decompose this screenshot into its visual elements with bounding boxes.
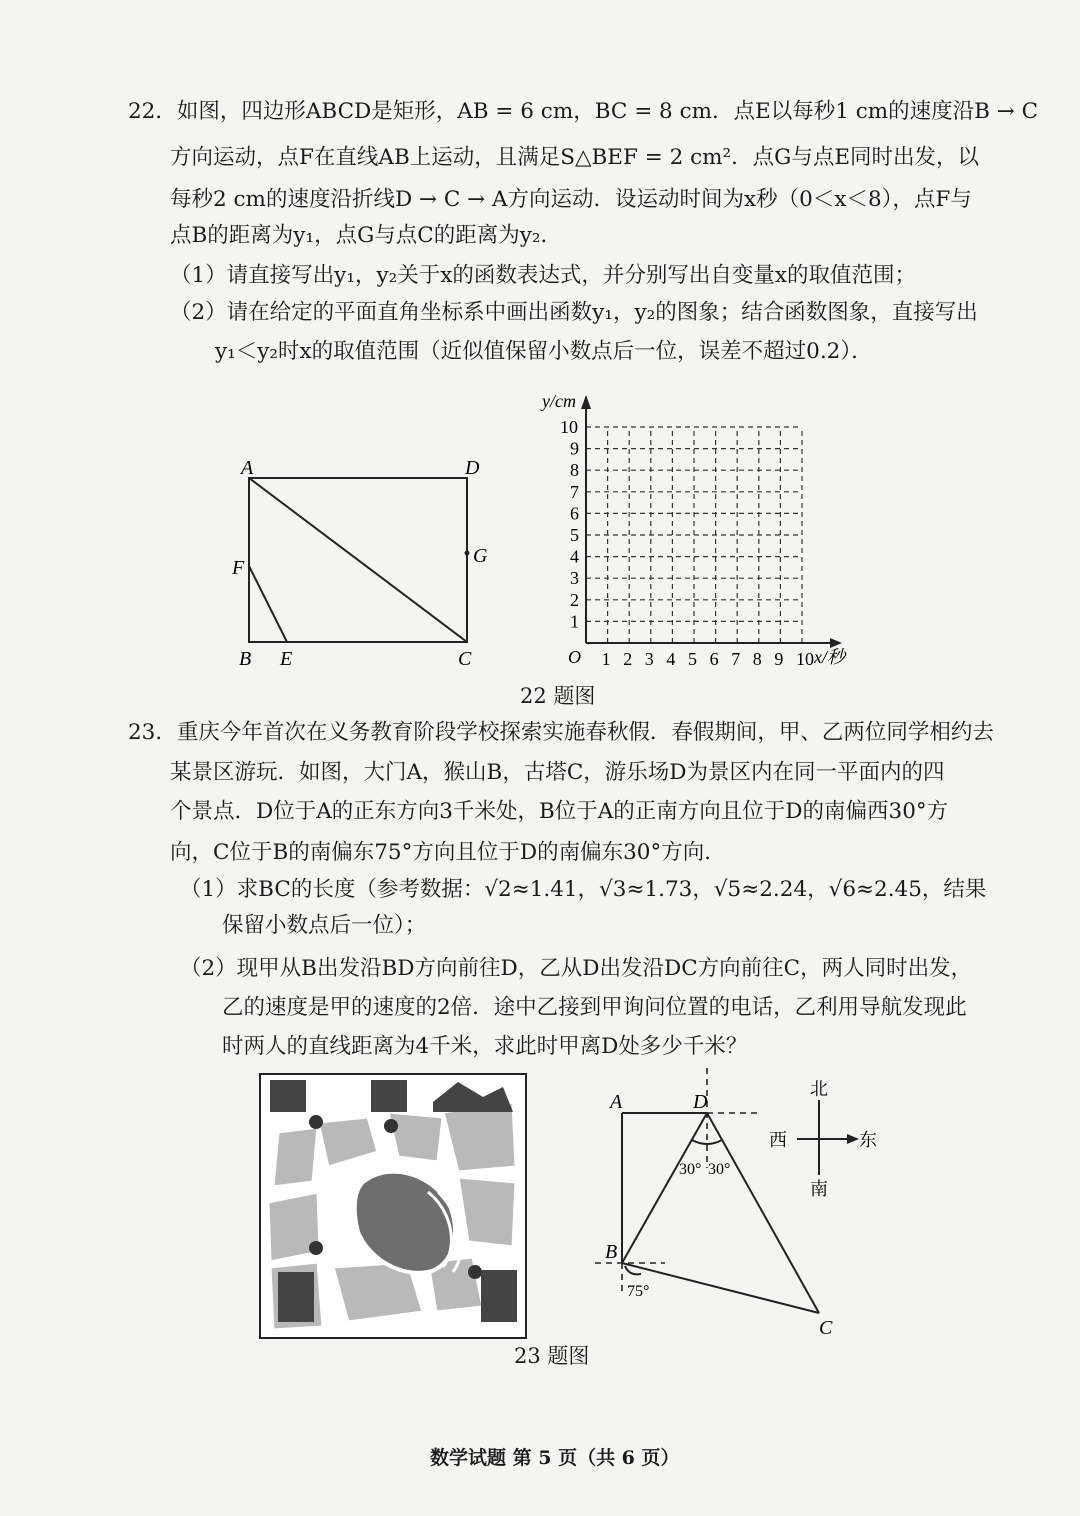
y-tick-label: 9 (570, 438, 579, 459)
axis-origin: O (568, 647, 581, 667)
compass-rose (765, 1075, 875, 1205)
y-tick-label: 10 (560, 417, 578, 437)
x-tick-label: 9 (774, 649, 784, 669)
label-A: A (241, 457, 254, 479)
q22-line-1: 22．如图，四边形ABCD是矩形，AB = 6 cm，BC = 8 cm．点E以每秒1 cm的速度沿B → C (128, 99, 1039, 124)
compass-south: 南 (810, 1179, 828, 1199)
x-tick-label: 8 (752, 649, 762, 669)
q23-line-6: 保留小数点后一位）； (222, 913, 427, 938)
y-tick-label: 6 (570, 503, 579, 524)
y-tick-label: 2 (570, 589, 579, 610)
angle-left-label: 30° (679, 1161, 702, 1178)
q22-line-3: 每秒2 cm的速度沿折线D → C → A方向运动．设运动时间为x秒（0＜x＜8），点F与 (170, 187, 972, 212)
x-tick-label: 7 (731, 649, 741, 669)
y-tick-label: 8 (570, 460, 579, 481)
label-C: C (458, 648, 472, 670)
q23-line-4: 向，C位于B的南偏东75°方向且位于D的南偏东30°方向． (170, 840, 726, 865)
label-B: B (239, 648, 252, 670)
q22-line-2: 方向运动，点F在直线AB上运动，且满足S△BEF = 2 cm²．点G与点E同时出发，以 (170, 145, 980, 170)
q22-line-5: （1）请直接写出y₁，y₂关于x的函数表达式，并分别写出自变量x的取值范围； (170, 263, 916, 288)
x-tick-label: 2 (623, 649, 633, 669)
q23-line-8: 乙的速度是甲的速度的2倍．途中乙接到甲询问位置的电话，乙利用导航发现此 (222, 995, 967, 1020)
x-tick-label: 3 (644, 649, 654, 669)
angle-b-label: 75° (627, 1283, 650, 1300)
angle-right-label: 30° (708, 1161, 731, 1178)
q22-coordinate-grid (530, 385, 850, 675)
q22-line-4: 点B的距离为y₁，点G与点C的距离为y₂． (170, 223, 562, 248)
x-tick-label: 5 (688, 649, 697, 669)
y-tick-label: 5 (570, 525, 579, 545)
diagram-D: D (693, 1091, 708, 1113)
q23-line-3: 个景点．D位于A的正东方向3千米处，B位于A的正南方向且位于D的南偏西30°方 (170, 799, 949, 824)
x-tick-label: 10 (796, 649, 814, 669)
axis-ylabel: y/cm (542, 391, 576, 411)
q23-line-9: 时两人的直线距离为4千米，求此时甲离D处多少千米？ (222, 1034, 748, 1059)
diagram-B: B (605, 1241, 618, 1263)
y-tick-label: 7 (570, 481, 579, 502)
diagram-C: C (819, 1317, 833, 1339)
q23-line-7: （2）现甲从B出发沿BD方向前往D，乙从D出发沿DC方向前往C，两人同时出发， (180, 956, 973, 981)
q22-line-6: （2）请在给定的平面直角坐标系中画出函数y₁，y₂的图象；结合函数图象，直接写出 (170, 300, 978, 325)
y-tick-label: 3 (570, 568, 579, 589)
label-F: F (232, 557, 245, 579)
label-D: D (465, 457, 480, 479)
x-tick-label: 1 (601, 649, 611, 669)
q23-line-2: 某景区游玩．如图，大门A，猴山B，古塔C，游乐场D为景区内在同一平面内的四 (170, 760, 945, 785)
x-tick-label: 4 (666, 649, 676, 669)
q23-line-1: 23．重庆今年首次在义务教育阶段学校探索实施春秋假．春假期间，甲、乙两位同学相约去 (128, 720, 994, 745)
compass-east: 东 (859, 1130, 877, 1150)
q23-caption: 23 题图 (514, 1344, 590, 1368)
label-E: E (280, 648, 293, 670)
scenic-area-map (258, 1072, 528, 1340)
y-tick-label: 1 (570, 611, 579, 632)
q23-line-5: （1）求BC的长度（参考数据：√2≈1.41，√3≈1.73，√5≈2.24，√6≈2.45，结果 (180, 877, 987, 902)
y-tick-label: 4 (570, 546, 579, 567)
x-tick-label: 6 (709, 649, 719, 669)
label-G: G (473, 545, 488, 567)
diagram-A: A (610, 1091, 623, 1113)
compass-west: 西 (769, 1130, 787, 1150)
q22-rectangle-figure (225, 450, 505, 675)
axis-xlabel: x/秒 (814, 647, 845, 667)
q22-caption: 22 题图 (520, 684, 596, 708)
page-footer: 数学试题 第 5 页（共 6 页） (430, 1447, 680, 1469)
compass-north: 北 (810, 1079, 828, 1099)
q22-line-7: y₁＜y₂时x的取值范围（近似值保留小数点后一位，误差不超过0.2）． (215, 339, 873, 364)
